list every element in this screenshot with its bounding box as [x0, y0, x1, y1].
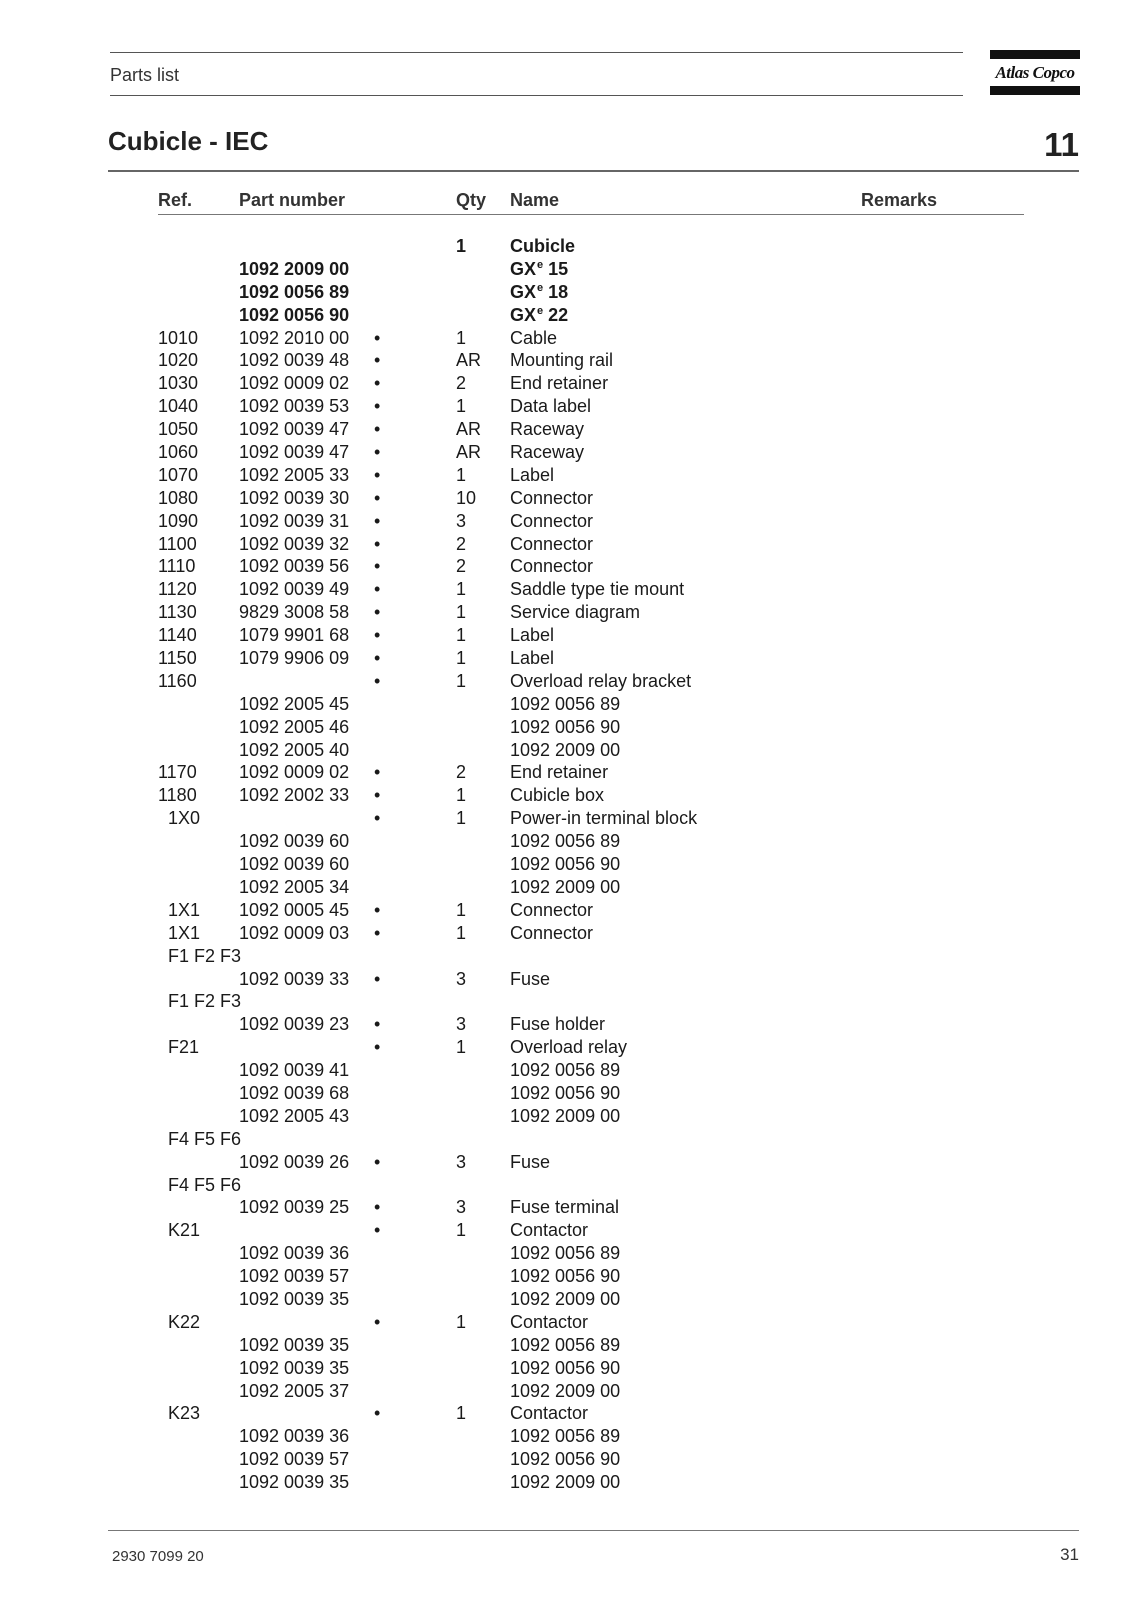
ref-cell: 1160 [158, 670, 197, 691]
qty-cell: 1 [456, 785, 467, 806]
table-row [0, 807, 1131, 830]
qty-cell: 3 [456, 1014, 467, 1035]
table-row [0, 1311, 1131, 1334]
name-cell: Connector [510, 487, 594, 508]
ref-cell: 1170 [158, 762, 197, 783]
table-row [0, 968, 1131, 991]
qty-cell: 1 [456, 1037, 467, 1058]
qty-cell: 1 [456, 625, 467, 646]
part-number-cell: 1092 0039 47 [239, 442, 350, 463]
table-row [0, 510, 1131, 533]
bullet-marker: • [374, 648, 381, 669]
table-row [0, 1242, 1131, 1265]
qty-cell: 2 [456, 373, 467, 394]
table-row [0, 876, 1131, 899]
ref-cell: 1150 [158, 648, 197, 669]
table-row [0, 327, 1131, 350]
name-base: GX [510, 258, 537, 279]
part-number-cell: 1092 0039 57 [239, 1266, 350, 1287]
bullet-marker: • [374, 1014, 381, 1035]
bullet-marker: • [374, 602, 381, 623]
bullet-marker: • [374, 1197, 381, 1218]
qty-cell: 1 [456, 396, 467, 417]
bullet-marker: • [374, 1220, 381, 1241]
name-cell: Saddle type tie mount [510, 579, 685, 600]
part-number-cell: 1092 0039 33 [239, 968, 350, 989]
ref-cell: 1180 [158, 785, 197, 806]
table-row [0, 761, 1131, 784]
part-number-cell: 1092 0056 89 [239, 281, 350, 302]
bullet-marker: • [374, 670, 381, 691]
table-row [0, 670, 1131, 693]
bullet-marker: • [374, 419, 381, 440]
table-row [0, 990, 1131, 1013]
table-row [0, 624, 1131, 647]
table-row [0, 418, 1131, 441]
bullet-marker: • [374, 373, 381, 394]
table-row [0, 1265, 1131, 1288]
table-row [0, 1128, 1131, 1151]
table-row [0, 1036, 1131, 1059]
part-number-cell: 1092 0039 53 [239, 396, 350, 417]
name-cell: Contactor [510, 1403, 589, 1424]
bullet-marker: • [374, 510, 381, 531]
table-row [0, 235, 1131, 258]
table-row [0, 1219, 1131, 1242]
name-base: GX [510, 304, 537, 325]
table-row [0, 1425, 1131, 1448]
part-number-cell: 1092 0009 02 [239, 373, 350, 394]
name-cell: 1092 0056 90 [510, 1357, 621, 1378]
qty-cell: 1 [456, 327, 467, 348]
qty-cell: 2 [456, 556, 467, 577]
part-number-cell: 1092 2010 00 [239, 327, 350, 348]
part-number-cell: 1092 0039 35 [239, 1357, 350, 1378]
header-section-label: Parts list [110, 65, 180, 85]
ref-cell: F21 [168, 1037, 200, 1058]
qty-cell: 1 [456, 808, 467, 829]
part-number-cell: 1092 0039 25 [239, 1197, 350, 1218]
name-cell: Mounting rail [510, 350, 614, 371]
bullet-marker: • [374, 533, 381, 554]
name-cell: Connector [510, 899, 594, 920]
name-cell: Raceway [510, 442, 585, 463]
footer-rule [108, 1530, 1079, 1531]
name-cell: 1092 0056 90 [510, 1082, 621, 1103]
table-row [0, 853, 1131, 876]
ref-cell: 1040 [158, 396, 199, 417]
part-number-cell: 1092 0039 23 [239, 1014, 350, 1035]
table-row [0, 601, 1131, 624]
ref-cell: 1X0 [168, 808, 201, 829]
name-superscript: e [537, 281, 544, 294]
ref-cell: 1050 [158, 419, 199, 440]
name-cell: 1092 0056 89 [510, 693, 621, 714]
part-number-cell: 1092 0039 26 [239, 1151, 350, 1172]
name-cell: Contactor [510, 1220, 589, 1241]
name-cell: 1092 2009 00 [510, 1472, 621, 1493]
qty-cell: AR [456, 350, 482, 371]
bullet-marker: • [374, 1037, 381, 1058]
part-number-cell: 1092 2005 40 [239, 739, 350, 760]
name-cell: Fuse holder [510, 1014, 606, 1035]
part-number-cell: 1092 2005 34 [239, 876, 350, 897]
bullet-marker: • [374, 579, 381, 600]
name-superscript: e [537, 304, 544, 317]
name-cell: 1092 0056 90 [510, 854, 621, 875]
header-top-rule [110, 52, 963, 53]
bullet-marker: • [374, 1311, 381, 1332]
qty-cell: 1 [456, 602, 467, 623]
name-cell: End retainer [510, 373, 609, 394]
ref-cell: 1X1 [168, 922, 201, 943]
page-title: Cubicle - IEC [108, 126, 269, 156]
ref-cell: K21 [168, 1220, 201, 1241]
atlas-copco-logo [990, 50, 1080, 95]
ref-cell: 1060 [158, 442, 199, 463]
name-cell: Fuse [510, 1151, 551, 1172]
ref-cell: 1110 [158, 556, 196, 577]
ref-cell: 1070 [158, 464, 199, 485]
ref-cell: 1100 [158, 533, 197, 554]
ref-cell: F1 F2 F3 [168, 991, 242, 1012]
table-row [0, 304, 1131, 327]
table-row [0, 1059, 1131, 1082]
table-row [0, 1174, 1131, 1197]
part-number-cell: 1092 2005 33 [239, 464, 350, 485]
name-cell: Cable [510, 327, 558, 348]
name-cell: Service diagram [510, 602, 641, 623]
name-cell: Overload relay bracket [510, 670, 692, 691]
ref-cell: F4 F5 F6 [168, 1174, 242, 1195]
table-row [0, 372, 1131, 395]
table-row [0, 1357, 1131, 1380]
qty-cell: 3 [456, 1151, 467, 1172]
part-number-cell: 1092 0039 35 [239, 1472, 350, 1493]
qty-cell: 1 [456, 1220, 467, 1241]
part-number-cell: 1092 0039 48 [239, 350, 350, 371]
part-number-cell: 1092 0039 41 [239, 1060, 350, 1081]
name-cell: 1092 0056 90 [510, 1449, 621, 1470]
table-row [0, 693, 1131, 716]
table-row [0, 922, 1131, 945]
part-number-cell: 1092 0039 57 [239, 1449, 350, 1470]
name-cell: 1092 2009 00 [510, 1380, 621, 1401]
table-row [0, 1196, 1131, 1219]
qty-cell: 1 [456, 579, 467, 600]
table-header-rule [158, 214, 1024, 215]
qty-cell: 1 [456, 899, 467, 920]
table-row [0, 441, 1131, 464]
table-row [0, 281, 1131, 304]
part-number-cell: 1092 0039 31 [239, 510, 350, 531]
part-number-cell: 1092 2005 43 [239, 1105, 350, 1126]
name-cell: 1092 0056 89 [510, 1060, 621, 1081]
bullet-marker: • [374, 1151, 381, 1172]
part-number-cell: 1092 0039 47 [239, 419, 350, 440]
bullet-marker: • [374, 899, 381, 920]
ref-cell: 1020 [158, 350, 199, 371]
part-number-cell: 1092 2009 00 [239, 258, 350, 279]
qty-cell: 1 [456, 236, 467, 256]
part-number-cell: 1092 0039 32 [239, 533, 350, 554]
ref-cell: 1010 [158, 327, 199, 348]
logo-top-bar [990, 50, 1080, 59]
ref-cell: 1X1 [168, 899, 201, 920]
column-header-qty: Qty [456, 190, 487, 210]
table-row [0, 647, 1131, 670]
page-number: 31 [1060, 1545, 1079, 1564]
part-number-cell: 1092 0039 36 [239, 1426, 350, 1447]
logo-text: Atlas Copco [995, 63, 1075, 82]
name-cell: 1092 0056 89 [510, 831, 621, 852]
column-header-name: Name [510, 190, 560, 210]
bullet-marker: • [374, 487, 381, 508]
bullet-marker: • [374, 396, 381, 417]
table-row [0, 395, 1131, 418]
name-cell: 1092 0056 89 [510, 1243, 621, 1264]
name-cell: Contactor [510, 1311, 589, 1332]
qty-cell: 3 [456, 1197, 467, 1218]
ref-cell: 1030 [158, 373, 199, 394]
table-row [0, 899, 1131, 922]
ref-cell: F1 F2 F3 [168, 945, 242, 966]
table-row [0, 464, 1131, 487]
table-row [0, 784, 1131, 807]
bullet-marker: • [374, 922, 381, 943]
bullet-marker: • [374, 785, 381, 806]
table-row [0, 555, 1131, 578]
part-number-cell: 1092 2005 46 [239, 716, 350, 737]
name-cell: Connector [510, 510, 594, 531]
name-cell: Raceway [510, 419, 585, 440]
ref-cell: K23 [168, 1403, 201, 1424]
bullet-marker: • [374, 464, 381, 485]
name-superscript: e [537, 258, 544, 271]
table-row [0, 1334, 1131, 1357]
header-bottom-rule [110, 95, 963, 96]
name-cell: Overload relay [510, 1037, 628, 1058]
name-cell: Label [510, 464, 555, 485]
part-number-cell: 1092 0039 60 [239, 831, 350, 852]
part-number-cell: 1079 9906 09 [239, 648, 350, 669]
qty-cell: 1 [456, 648, 467, 669]
part-number-cell: 1092 0009 02 [239, 762, 350, 783]
part-number-cell: 1092 0039 60 [239, 854, 350, 875]
name-cell: Connector [510, 922, 594, 943]
qty-cell: 10 [456, 487, 477, 508]
part-number-cell: 1079 9901 68 [239, 625, 350, 646]
name-cell: 1092 2009 00 [510, 1288, 621, 1309]
part-number-cell: 1092 0039 35 [239, 1334, 350, 1355]
table-row [0, 533, 1131, 556]
part-number-cell: 1092 0039 35 [239, 1288, 350, 1309]
bullet-marker: • [374, 968, 381, 989]
name-suffix: 22 [543, 304, 569, 325]
name-cell [510, 258, 568, 281]
ref-cell: 1130 [158, 602, 197, 623]
name-cell: Connector [510, 533, 594, 554]
logo-bottom-bar [990, 86, 1080, 95]
qty-cell: 1 [456, 1311, 467, 1332]
table-row [0, 349, 1131, 372]
part-number-cell: 1092 0009 03 [239, 922, 350, 943]
bullet-marker: • [374, 327, 381, 348]
table-row [0, 1380, 1131, 1403]
bullet-marker: • [374, 808, 381, 829]
table-row [0, 1082, 1131, 1105]
table-row [0, 1288, 1131, 1311]
table-row [0, 487, 1131, 510]
name-cell: End retainer [510, 762, 609, 783]
part-number-cell: 1092 0039 30 [239, 487, 350, 508]
qty-cell: 3 [456, 510, 467, 531]
qty-cell: 2 [456, 533, 467, 554]
part-number-cell: 1092 0005 45 [239, 899, 350, 920]
table-row [0, 1151, 1131, 1174]
document-number: 2930 7099 20 [112, 1548, 204, 1565]
name-base: GX [510, 281, 537, 302]
part-number-cell: 1092 0039 68 [239, 1082, 350, 1103]
name-cell: Power-in terminal block [510, 808, 698, 829]
name-cell: 1092 0056 90 [510, 716, 621, 737]
chapter-number: 11 [1044, 126, 1079, 163]
name-suffix: 18 [543, 281, 569, 302]
name-cell: Fuse terminal [510, 1197, 620, 1218]
bullet-marker: • [374, 442, 381, 463]
table-row [0, 1013, 1131, 1036]
ref-cell: 1140 [158, 625, 197, 646]
bullet-marker: • [374, 350, 381, 371]
ref-cell: 1080 [158, 487, 199, 508]
bullet-marker: • [374, 762, 381, 783]
name-cell: 1092 2009 00 [510, 739, 621, 760]
qty-cell: AR [456, 419, 482, 440]
part-number-cell: 9829 3008 58 [239, 602, 350, 623]
table-row [0, 258, 1131, 281]
name-cell: Data label [510, 396, 592, 417]
parts-table [0, 235, 1131, 1494]
bullet-marker: • [374, 625, 381, 646]
qty-cell: 3 [456, 968, 467, 989]
name-cell: Label [510, 625, 555, 646]
qty-cell: 1 [456, 670, 467, 691]
part-number-cell: 1092 2005 37 [239, 1380, 350, 1401]
table-row [0, 739, 1131, 762]
part-number-cell: 1092 0039 56 [239, 556, 350, 577]
name-cell: 1092 2009 00 [510, 876, 621, 897]
part-number-cell: 1092 0039 49 [239, 579, 350, 600]
part-number-cell: 1092 2005 45 [239, 693, 350, 714]
ref-cell: K22 [168, 1311, 201, 1332]
table-row [0, 1471, 1131, 1494]
name-cell [510, 304, 568, 327]
table-row [0, 1105, 1131, 1128]
title-rule [108, 170, 1079, 172]
table-row [0, 1402, 1131, 1425]
table-row [0, 578, 1131, 601]
column-header-remarks: Remarks [861, 190, 938, 210]
bullet-marker: • [374, 1403, 381, 1424]
bullet-marker: • [374, 556, 381, 577]
name-cell: Cubicle box [510, 785, 605, 806]
name-cell: 1092 0056 89 [510, 1426, 621, 1447]
ref-cell: F4 F5 F6 [168, 1128, 242, 1149]
table-row [0, 1448, 1131, 1471]
table-row [0, 945, 1131, 968]
name-cell: 1092 0056 89 [510, 1334, 621, 1355]
name-cell: Connector [510, 556, 594, 577]
name-cell: Cubicle [510, 236, 576, 256]
name-cell: 1092 2009 00 [510, 1105, 621, 1126]
name-suffix: 15 [543, 258, 569, 279]
ref-cell: 1090 [158, 510, 199, 531]
qty-cell: 1 [456, 922, 467, 943]
part-number-cell: 1092 0039 36 [239, 1243, 350, 1264]
part-number-cell: 1092 0056 90 [239, 304, 350, 325]
qty-cell: 1 [456, 464, 467, 485]
qty-cell: AR [456, 442, 482, 463]
qty-cell: 2 [456, 762, 467, 783]
table-row [0, 830, 1131, 853]
name-cell: Fuse [510, 968, 551, 989]
column-header-part-number: Part number [239, 190, 346, 210]
name-cell [510, 281, 568, 304]
name-cell: Label [510, 648, 555, 669]
name-cell: 1092 0056 90 [510, 1266, 621, 1287]
part-number-cell: 1092 2002 33 [239, 785, 350, 806]
ref-cell: 1120 [158, 579, 197, 600]
qty-cell: 1 [456, 1403, 467, 1424]
table-row [0, 716, 1131, 739]
column-header-ref: Ref. [158, 190, 193, 210]
